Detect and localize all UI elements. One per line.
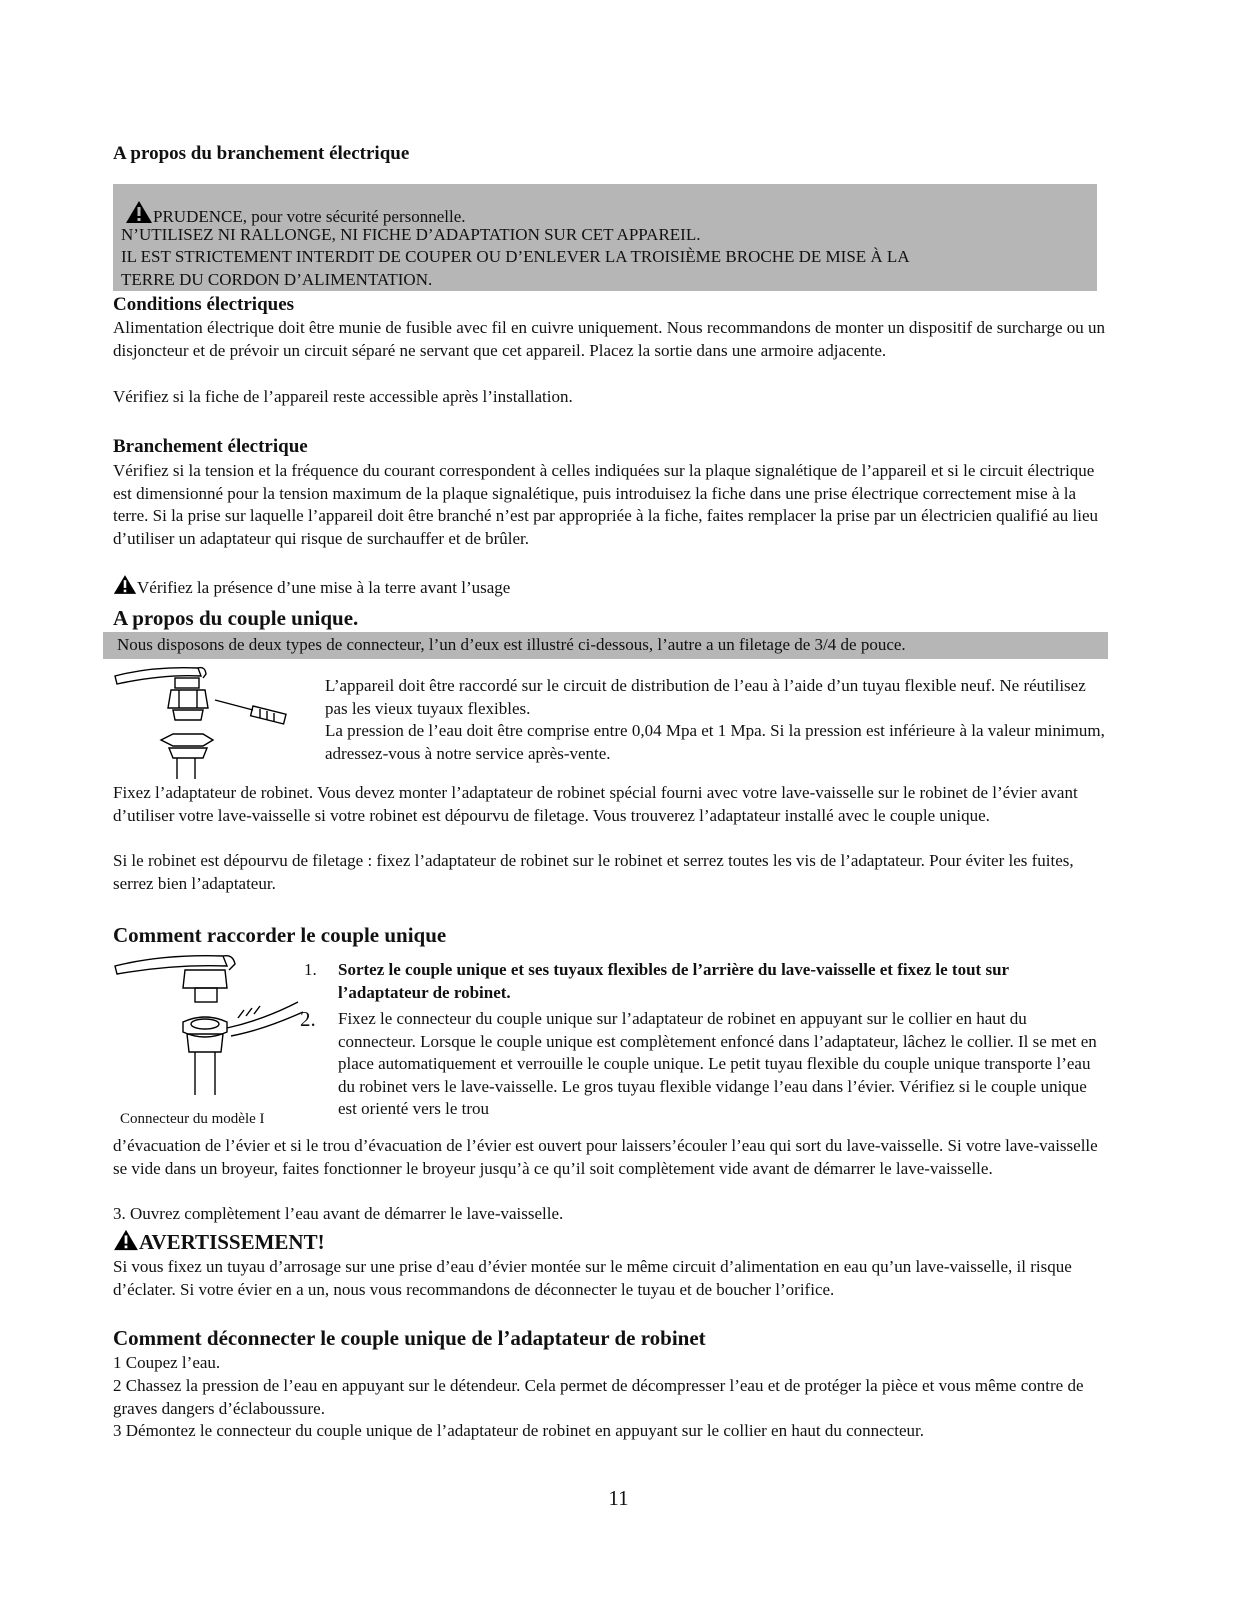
step-2-text: Fixez le connecteur du couple unique sur l’adaptateur de robinet en appuyant sur le collier en haut du connecteur. Lorsque le couple unique est complètement enfoncé dans l’adaptateur, lâchez le collier. Il se met en place automatiquement et verrouille le couple unique. Le petit tuyau flexible du couple unique transporte l’eau du robinet vers le lave-vaisselle. Le gros tuyau flexible vidange l’eau dans l’évier. Vérifiez si le couple unique est orienté vers le trou <box>338 1009 1097 1119</box>
couple-title: A propos du couple unique. <box>113 606 359 630</box>
page-number: 11 <box>608 1486 629 1510</box>
step-2 <box>300 1008 1100 1121</box>
couple-paragraph-1: Fixez l’adaptateur de robinet. Vous devez monter l’adaptateur de robinet spécial fourni avec votre lave-vaisselle sur le robinet de l’évier avant d’utiliser votre lave-vaisselle si votre robinet est dépourvu de filetage. Vous trouverez l’adaptateur installé avec le couple unique. <box>113 783 1078 825</box>
avertissement-title-row <box>113 1229 325 1255</box>
caution-box <box>113 184 1097 291</box>
step-1-number: 1. <box>304 960 317 979</box>
couple-side-paragraph-2: La pression de l’eau doit être comprise entre 0,04 Mpa et 1 Mpa. Si la pression est inférieure à la valeur minimum, adressez-vous à notre service après-vente. <box>325 721 1105 763</box>
raccorder-title: Comment raccorder le couple unique <box>113 923 447 947</box>
caution-line-3: IL EST STRICTEMENT INTERDIT DE COUPER OU D’ENLEVER LA TROISIÈME BROCHE DE MISE À LA <box>121 247 910 266</box>
caution-line-2: N’UTILISEZ NI RALLONGE, NI FICHE D’ADAPTATION SUR CET APPAREIL. <box>121 225 701 244</box>
avertissement-paragraph: Si vous fixez un tuyau d’arrosage sur une prise d’eau d’évier montée sur le même circuit d’alimentation en eau qu’un lave-vaisselle, il risque d’éclater. Si votre évier en a un, nous vous recommandons de déconnecter le tuyau et de boucher l’orifice. <box>113 1257 1072 1299</box>
couple-side-paragraph-1: L’appareil doit être raccordé sur le circuit de distribution de l’eau à l’aide d’un tuyau flexible neuf. Ne réutilisez pas les vieux tuyaux flexibles. <box>325 676 1086 718</box>
couple-grey-text: Nous disposons de deux types de connecteur, l’un d’eux est illustré ci-dessous, l’autre a un filetage de 3/4 de pouce. <box>117 635 906 654</box>
earth-warning <box>113 574 510 600</box>
warning-triangle-icon <box>113 1229 139 1251</box>
conditions-title: Conditions électriques <box>113 294 295 315</box>
deconnecter-step-2: 2 Chassez la pression de l’eau en appuyant sur le détendeur. Cela permet de décompresser l’eau et de protéger la pièce et vous même contre de graves dangers d’éclaboussure. <box>113 1376 1084 1418</box>
couple-grey-bar <box>103 632 1108 659</box>
step-1 <box>304 959 1100 1004</box>
step-2-number: 2. <box>300 1007 316 1031</box>
earth-warning-text: Vérifiez la présence d’une mise à la terre avant l’usage <box>137 578 511 597</box>
deconnecter-step-1: 1 Coupez l’eau. <box>113 1353 221 1372</box>
deconnecter-title: Comment déconnecter le couple unique de l’adaptateur de robinet <box>113 1326 706 1350</box>
faucet-adapter-illustration <box>113 662 303 780</box>
conditions-note: Vérifiez si la fiche de l’appareil reste accessible après l’installation. <box>113 387 573 406</box>
step-1-text: Sortez le couple unique et ses tuyaux flexibles de l’arrière du lave-vaisselle et fixez le tout sur l’adaptateur de robinet. <box>338 960 1009 1002</box>
deconnecter-step-3: 3 Démontez le connecteur du couple unique de l’adaptateur de robinet en appuyant sur le collier en haut du connecteur. <box>113 1421 924 1440</box>
couple-paragraph-2: Si le robinet est dépourvu de filetage : fixez l’adaptateur de robinet sur le robinet et serrez toutes les vis de l’adaptateur. Pour éviter les fuites, serrez bien l’adaptateur. <box>113 851 1074 893</box>
step-3: 3. Ouvrez complètement l’eau avant de démarrer le lave-vaisselle. <box>113 1204 564 1223</box>
warning-triangle-icon <box>113 574 137 595</box>
caution-text-1: PRUDENCE, pour votre sécurité personnelle. <box>153 207 466 226</box>
connector-caption: Connecteur du modèle I <box>120 1111 265 1127</box>
branchement-paragraph: Vérifiez si la tension et la fréquence du courant correspondent à celles indiquées sur la plaque signalétique de l’appareil et si le circuit électrique est dimensionné pour la tension maximum de la plaque signalétique, puis introduisez la fiche dans une prise électrique correctement mise à la terre. Si la prise sur laquelle l’appareil doit être branché n’est par appropriée à la fiche, faites remplacer la prise par un électricien qualifié au lieu d’utiliser un adaptateur qui risque de surchauffer et de brûler. <box>113 461 1099 548</box>
section-title-branchement: A propos du branchement électrique <box>113 143 410 164</box>
connector-illustration <box>113 950 308 1096</box>
branchement-title: Branchement électrique <box>113 436 308 457</box>
caution-line-4: TERRE DU CORDON D’ALIMENTATION. <box>121 270 433 289</box>
avertissement-title: AVERTISSEMENT! <box>139 1230 325 1254</box>
step-2-continued: d’évacuation de l’évier et si le trou d’évacuation de l’évier est ouvert pour laissers’écouler l’eau qui sort du lave-vaisselle. Si votre lave-vaisselle se vide dans un broyeur, faites fonctionner le broyeur jusqu’à ce qu’il soit complètement vide avant de démarrer le lave-vaisselle. <box>113 1136 1098 1178</box>
warning-triangle-icon <box>125 200 153 224</box>
conditions-paragraph: Alimentation électrique doit être munie de fusible avec fil en cuivre uniquement. Nous recommandons de monter un dispositif de surcharge ou un disjoncteur et de prévoir un circuit séparé ne servant que cet appareil. Placez la sortie dans une armoire adjacente. <box>113 318 1106 360</box>
